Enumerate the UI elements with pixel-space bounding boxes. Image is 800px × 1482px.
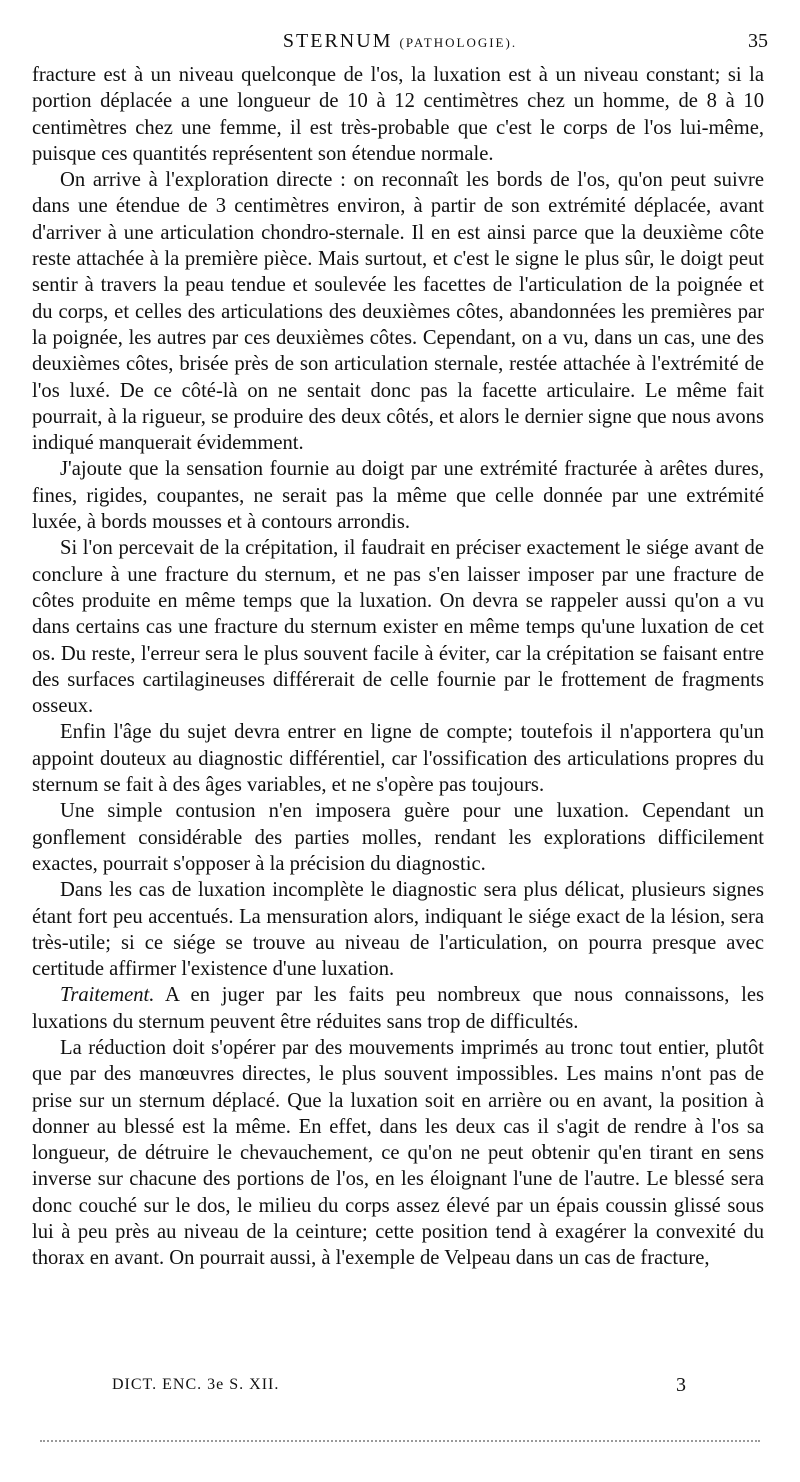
paragraph-traitement — [32, 982, 764, 1035]
paragraph: Enfin l'âge du sujet devra entrer en ligne de compte; toutefois il n'apportera qu'un appoint douteux au diagnostic différentiel, car l'ossification des articulations propres du sternum se fait à des âges variables, et ne s'opère pas toujours. — [32, 721, 764, 797]
running-header — [32, 30, 768, 58]
bottom-dotted-rule — [40, 1440, 760, 1442]
printer-signature — [112, 1376, 712, 1402]
paragraph: Une simple contusion n'en imposera guère pour une luxation. Cependant un gonflement considérable des parties molles, rendant les explorations difficilement exactes, pourrait s'opposer à la précision du diagnostic. — [32, 800, 764, 875]
page-number: 35 — [748, 30, 768, 52]
paragraph: Dans les cas de luxation incomplète le diagnostic sera plus délicat, plusieurs signes étant fort peu accentués. La mensuration alors, indiquant le siége exact de la lésion, sera très-utile; si ce siége se trouve au niveau de l'articulation, on pourra presque avec certitude affirmer l'existence d'une luxation. — [32, 879, 764, 981]
signature-mark: 3 — [676, 1374, 687, 1396]
signature-text: DICT. ENC. 3e S. XII. — [112, 1376, 280, 1393]
paragraph: J'ajoute que la sensation fournie au doigt par une extrémité fracturée à arêtes dures, fines, rigides, coupantes, ne serait pas la même que celle donnée par une extrémité luxée, à bords mousses et à contours arrondis. — [32, 458, 764, 534]
running-title — [32, 30, 768, 53]
header-title: STERNUM — [282, 30, 393, 52]
paragraph-text: A en juger par les faits peu nombreux que nous connaissons, les luxations du sternum peuvent être réduites sans trop de difficultés. — [32, 984, 764, 1033]
body-text — [32, 62, 764, 1272]
paragraph: La réduction doit s'opérer par des mouvements imprimés au tronc tout entier, plutôt que par des manœuvres directes, le plus souvent impossibles. Les mains n'ont pas de prise sur un sternum déplacé. Que la luxation soit en arrière ou en avant, la position à donner au blessé est la même. En effet, dans les deux cas il s'agit de rendre à l'os sa longueur, de détruire le chevauchement, ce qu'on ne peut obtenir qu'en tirant en sens inverse sur chacune des portions de l'os, en les éloignant l'une de l'autre. Le blessé sera donc couché sur le dos, le milieu du corps assez élevé par un épais coussin glissé sous lui à peu près au niveau de la ceinture; cette position tend à exagérer la convexité du thorax en avant. On pourrait aussi, à l'exemple de Velpeau dans un cas de fracture, — [32, 1036, 764, 1270]
header-subtitle: (PATHOLOGIE). — [399, 35, 518, 50]
section-lead: Traitement. — [60, 984, 155, 1007]
paragraph: fracture est à un niveau quelconque de l'os, la luxation est à un niveau constant; si la portion déplacée a une longueur de 10 à 12 centimètres chez un homme, de 8 à 10 centimètres chez une femme, il est très-probable que c'est le corps de l'os lui-même, puisque ces quantités représentent son étendue normale. — [32, 64, 764, 165]
paragraph: Si l'on percevait de la crépitation, il faudrait en préciser exactement le siége avant de conclure à une fracture du sternum, et ne pas s'en laisser imposer par une fracture de côtes produite en même temps que la luxation. On devra se rappeler aussi qu'on a vu dans certains cas une fracture du sternum exister en même temps qu'une luxation de cet os. Du reste, l'erreur sera le plus souvent facile à éviter, car la crépitation se faisant entre des surfaces cartilagineuses différerait de celle fournie par le frottement de fragments osseux. — [32, 537, 764, 718]
paragraph: On arrive à l'exploration directe : on reconnaît les bords de l'os, qu'on peut suivre dans une étendue de 3 centimètres environ, à partir de son extrémité déplacée, avant d'arriver à une articulation chondro-sternale. Il en est ainsi parce que la deuxième côte reste attachée à la première pièce. Mais surtout, et c'est le signe le plus sûr, le doigt peut sentir à travers la peau tendue et soulevée les facettes de l'articulation de la poignée et du corps, et celles des articulations des deuxièmes côtes, abandonnées les premières par la poignée, les autres par ces deuxièmes côtes. Cependant, on a vu, dans un cas, une des deuxièmes côtes, brisée près de son articulation sternale, restée attachée à l'extrémité de l'os luxé. De ce côté-là on ne sentait donc pas la facette articulaire. Le même fait pourrait, à la rigueur, se produire des deux côtés, et alors le dernier signe que nous avons indiqué manquerait évidemment. — [32, 169, 764, 455]
